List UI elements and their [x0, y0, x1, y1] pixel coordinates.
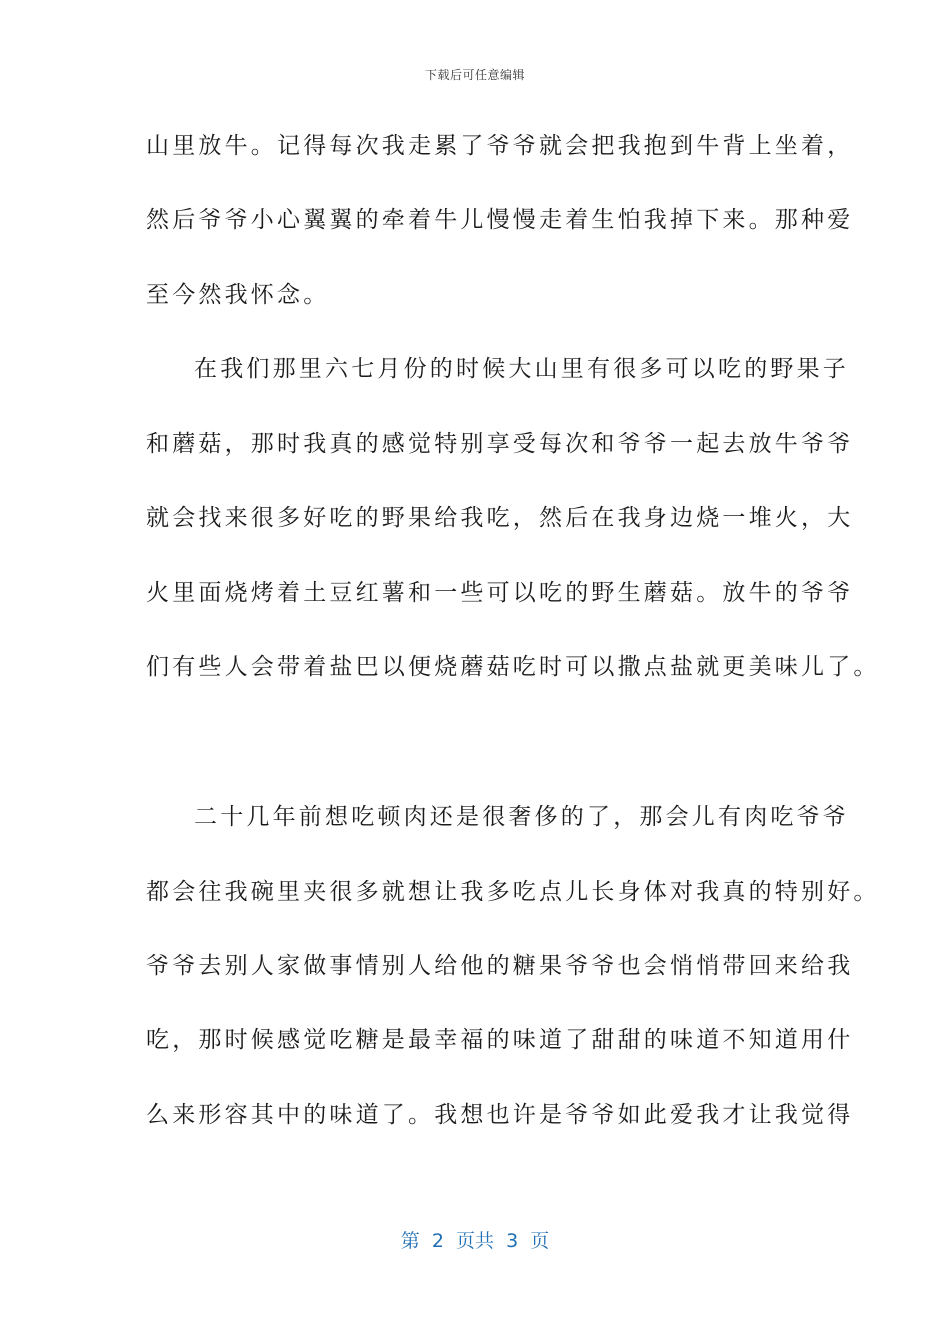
text-line: 爷爷去别人家做事情别人给他的糖果爷爷也会悄悄带回来给我 [146, 953, 854, 979]
text-line: 火里面烧烤着土豆红薯和一些可以吃的野生蘑菇。放牛的爷爷 [146, 580, 854, 606]
text-line: 么来形容其中的味道了。我想也许是爷爷如此爱我才让我觉得 [146, 1102, 854, 1128]
text-line: 山里放牛。记得每次我走累了爷爷就会把我抱到牛背上坐着， [146, 133, 854, 159]
text-line: 至今然我怀念。 [146, 282, 330, 308]
header-note: 下载后可任意编辑 [424, 68, 525, 82]
text-line: 就会找来很多好吃的野果给我吃，然后在我身边烧一堆火，大 [146, 505, 854, 531]
text-line: 二十几年前想吃顿肉还是很奢侈的了，那会儿有肉吃爷爷 [194, 804, 849, 830]
text-line: 在我们那里六七月份的时候大山里有很多可以吃的野果子 [194, 356, 849, 382]
text-line: 然后爷爷小心翼翼的牵着牛儿慢慢走着生怕我掉下来。那种爱 [146, 207, 854, 233]
text-line: 都会往我碗里夹很多就想让我多吃点儿长身体对我真的特别好。 [146, 879, 880, 905]
text-line: 和蘑菇，那时我真的感觉特别享受每次和爷爷一起去放牛爷爷 [146, 431, 854, 457]
text-line: 们有些人会带着盐巴以便烧蘑菇吃时可以撒点盐就更美味儿了。 [146, 654, 880, 680]
text-line: 吃，那时候感觉吃糖是最幸福的味道了甜甜的味道不知道用什 [146, 1027, 854, 1053]
page-number-footer: 第 2 页共 3 页 [400, 1230, 550, 1252]
